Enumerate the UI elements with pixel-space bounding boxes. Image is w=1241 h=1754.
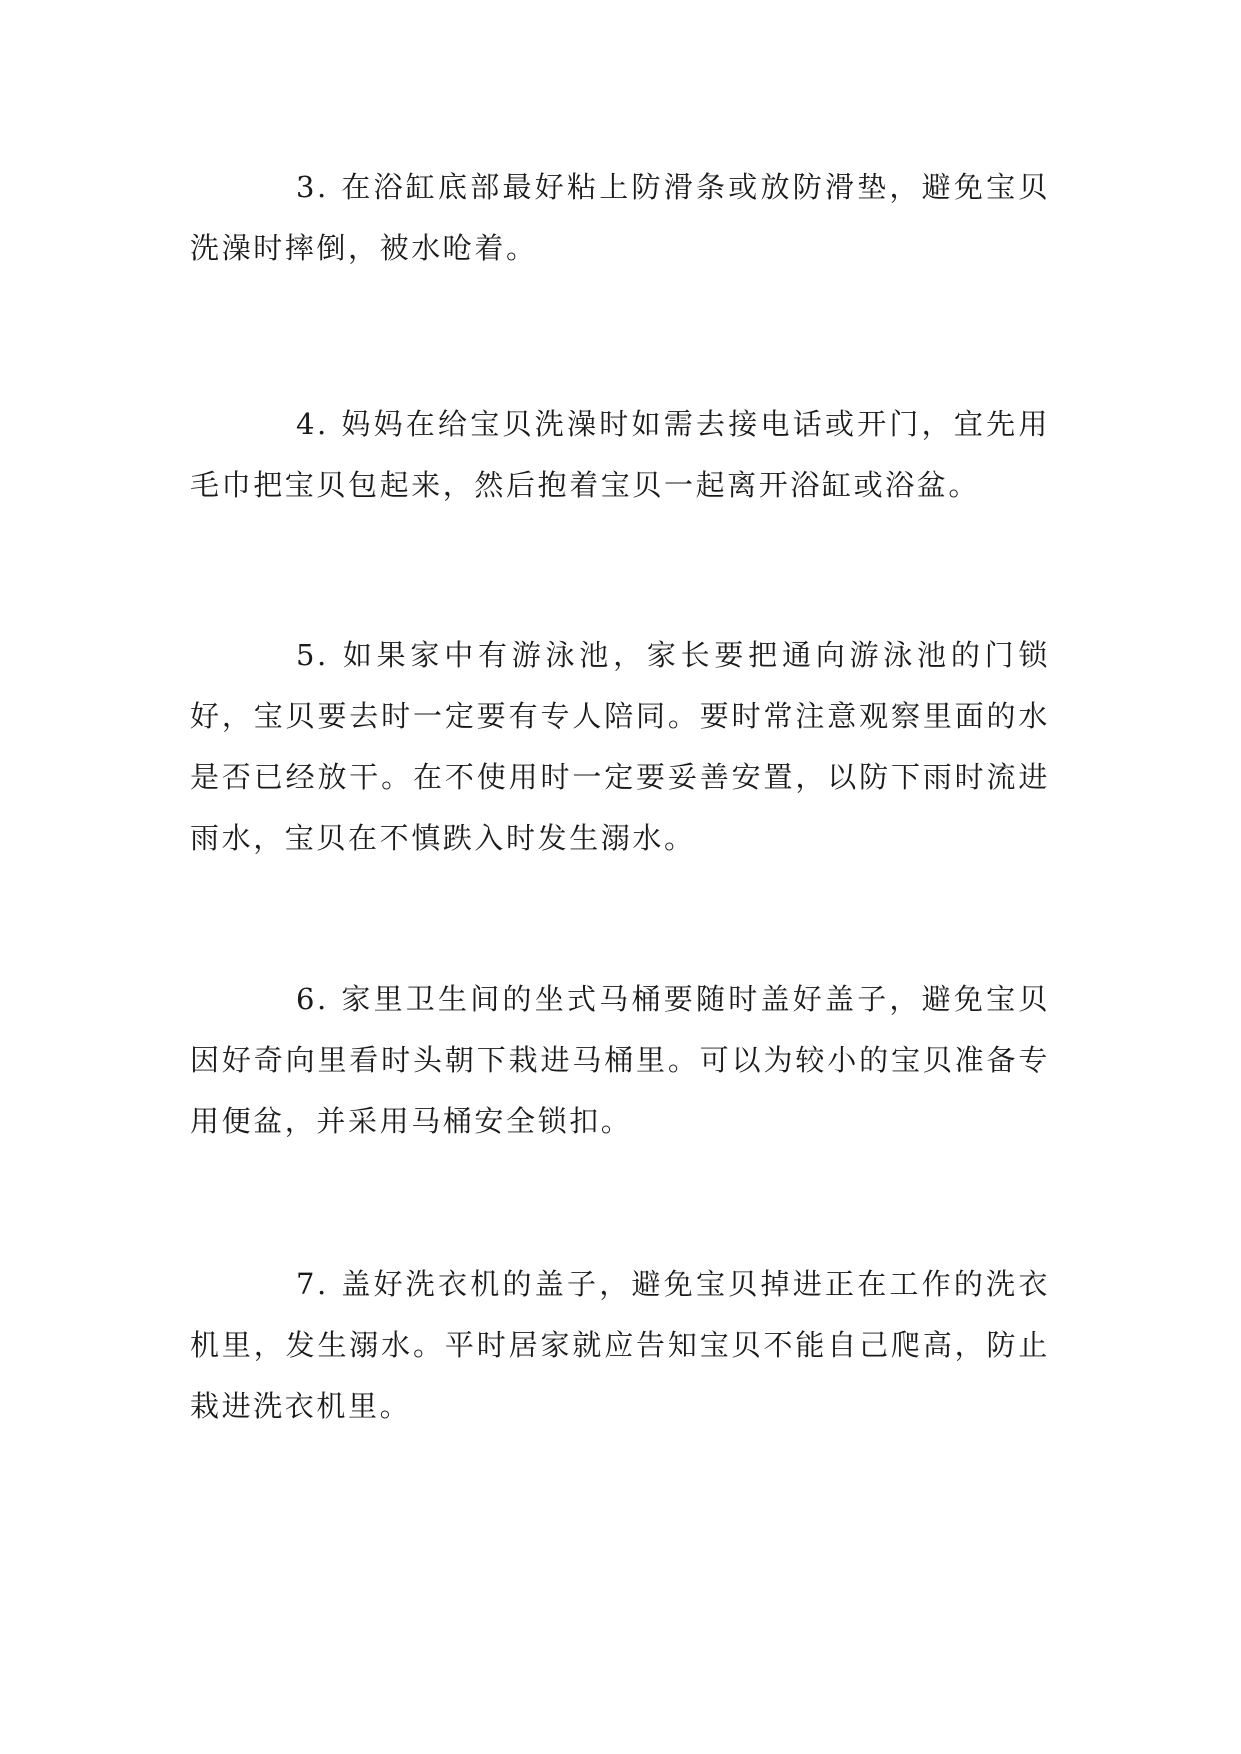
paragraph-item-5: 5. 如果家中有游泳池，家长要把通向游泳池的门锁好，宝贝要去时一定要有专人陪同。要时常注意观察里面的水是否已经放干。在不使用时一定要妥善安置，以防下雨时流进雨水，宝贝在不慎跌入时发生溺水。 bbox=[190, 638, 1050, 855]
paragraph-item-6: 6. 家里卫生间的坐式马桶要随时盖好盖子，避免宝贝因好奇向里看时头朝下栽进马桶里。可以为较小的宝贝准备专用便盆，并采用马桶安全锁扣。 bbox=[190, 982, 1050, 1138]
paragraph-item-3: 3. 在浴缸底部最好粘上防滑条或放防滑垫，避免宝贝洗澡时摔倒，被水呛着。 bbox=[190, 170, 1050, 265]
paragraph-item-4: 4. 妈妈在给宝贝洗澡时如需去接电话或开门，宜先用毛巾把宝贝包起来，然后抱着宝贝一起离开浴缸或浴盆。 bbox=[190, 407, 1050, 502]
paragraph-item-7: 7. 盖好洗衣机的盖子，避免宝贝掉进正在工作的洗衣机里，发生溺水。平时居家就应告知宝贝不能自己爬高，防止栽进洗衣机里。 bbox=[190, 1267, 1050, 1423]
